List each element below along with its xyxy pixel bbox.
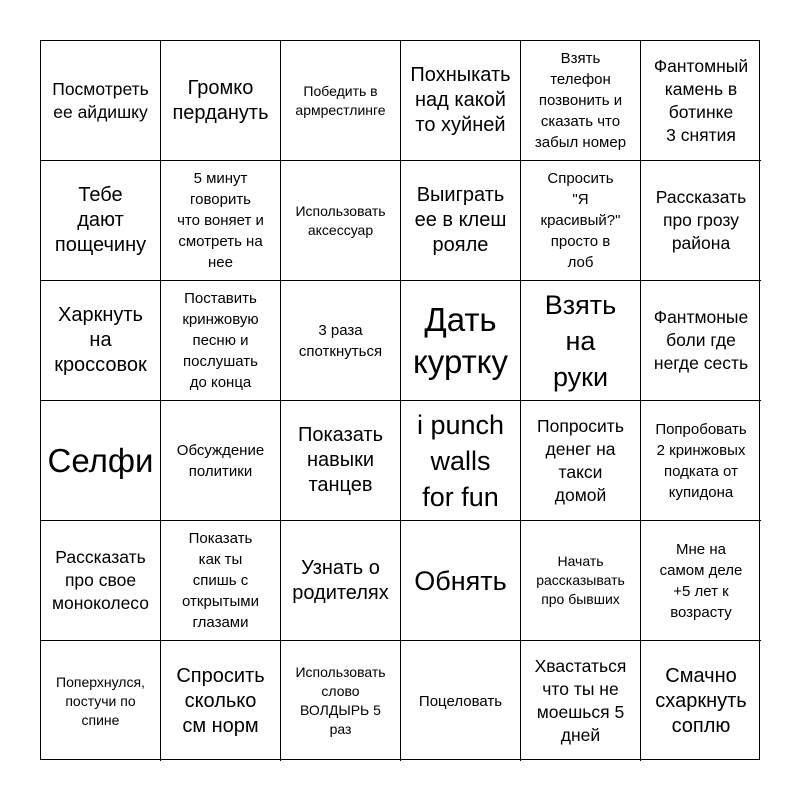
bingo-cell-text: Хвастаться что ты не моешься 5 дней bbox=[534, 656, 627, 745]
bingo-cell-6[interactable] bbox=[641, 41, 761, 161]
bingo-cell-text: 5 минут говорить что воняет и смотреть на нее bbox=[177, 170, 264, 271]
bingo-cell-text: Харкнуть на кроссовок bbox=[54, 304, 147, 376]
bingo-cell-text: Фантомный камень в ботинке 3 снятия bbox=[653, 55, 749, 145]
bingo-cell-text: Попросить денег на такси домой bbox=[537, 415, 624, 505]
bingo-cell-text: Показать навыки танцев bbox=[297, 424, 384, 496]
bingo-cell-18[interactable] bbox=[641, 281, 761, 401]
bingo-cell-text: 3 раза споткнуться bbox=[298, 321, 383, 360]
bingo-cell-text: Селфи bbox=[47, 441, 154, 479]
bingo-cell-text: Мне на самом деле +5 лет к возрасту bbox=[659, 540, 743, 621]
bingo-cell-34[interactable] bbox=[401, 641, 521, 761]
bingo-cell-2[interactable] bbox=[161, 41, 281, 161]
bingo-cell-19[interactable] bbox=[41, 401, 161, 521]
bingo-cell-12[interactable] bbox=[641, 161, 761, 281]
bingo-cell-text: Фантмоные боли где негде сесть bbox=[653, 307, 749, 373]
bingo-cell-5[interactable] bbox=[521, 41, 641, 161]
bingo-cell-text: Попробовать 2 кринжовых подката от купидона bbox=[655, 420, 747, 501]
bingo-cell-11[interactable] bbox=[521, 161, 641, 281]
bingo-cell-text: Тебе дают пощечину bbox=[54, 184, 147, 256]
bingo-cell-text: Победить в армрестлинге bbox=[295, 82, 386, 118]
bingo-cell-text: Выиграть ее в клеш рояле bbox=[414, 184, 507, 256]
bingo-cell-23[interactable] bbox=[521, 401, 641, 521]
bingo-cell-20[interactable] bbox=[161, 401, 281, 521]
bingo-cell-30[interactable] bbox=[641, 521, 761, 641]
bingo-cell-10[interactable] bbox=[401, 161, 521, 281]
bingo-cell-text: i punch walls for fun bbox=[416, 409, 505, 512]
bingo-cell-3[interactable] bbox=[281, 41, 401, 161]
bingo-cell-17[interactable] bbox=[521, 281, 641, 401]
bingo-cell-text: Рассказать про грозу района bbox=[655, 187, 747, 253]
bingo-cell-text: Дать куртку bbox=[413, 300, 508, 380]
bingo-cell-text: Смачно схаркнуть соплю bbox=[655, 664, 747, 737]
bingo-cell-text: Узнать о родителях bbox=[292, 556, 389, 604]
bingo-cell-text: Поцеловать bbox=[418, 692, 503, 710]
bingo-cell-13[interactable] bbox=[41, 281, 161, 401]
bingo-cell-text: Похныкать над какой то хуйней bbox=[410, 64, 511, 136]
bingo-cell-text: Обнять bbox=[414, 565, 507, 596]
bingo-cell-8[interactable] bbox=[161, 161, 281, 281]
bingo-cell-28[interactable] bbox=[401, 521, 521, 641]
bingo-cell-26[interactable] bbox=[161, 521, 281, 641]
bingo-cell-29[interactable] bbox=[521, 521, 641, 641]
bingo-cell-1[interactable] bbox=[41, 41, 161, 161]
bingo-cell-text: Посмотреть ее айдишку bbox=[52, 78, 149, 122]
bingo-cell-32[interactable] bbox=[161, 641, 281, 761]
bingo-cell-text: Громко пердануть bbox=[172, 76, 269, 124]
bingo-cell-text: Использовать слово ВОЛДЫРЬ 5 раз bbox=[295, 664, 386, 737]
bingo-cell-text: Взять телефон позвонить и сказать что забыл номер bbox=[534, 50, 627, 151]
bingo-board bbox=[40, 40, 760, 760]
bingo-cell-22[interactable] bbox=[401, 401, 521, 521]
bingo-cell-36[interactable] bbox=[641, 641, 761, 761]
bingo-cell-9[interactable] bbox=[281, 161, 401, 281]
bingo-cell-21[interactable] bbox=[281, 401, 401, 521]
bingo-cell-16[interactable] bbox=[401, 281, 521, 401]
bingo-cell-33[interactable] bbox=[281, 641, 401, 761]
bingo-cell-35[interactable] bbox=[521, 641, 641, 761]
bingo-cell-text: Взять на руки bbox=[544, 289, 617, 392]
bingo-cell-text: Спросить "Я красивый?" просто в лоб bbox=[540, 170, 621, 271]
bingo-cell-7[interactable] bbox=[41, 161, 161, 281]
bingo-cell-4[interactable] bbox=[401, 41, 521, 161]
bingo-cell-text: Показать как ты спишь с открытыми глазами bbox=[182, 530, 259, 631]
bingo-cell-24[interactable] bbox=[641, 401, 761, 521]
bingo-cell-text: Использовать аксессуар bbox=[295, 202, 386, 238]
bingo-cell-31[interactable] bbox=[41, 641, 161, 761]
bingo-cell-text: Спросить сколько см норм bbox=[176, 664, 265, 737]
bingo-cell-14[interactable] bbox=[161, 281, 281, 401]
bingo-cell-text: Поставить кринжовую песню и послушать до конца bbox=[182, 290, 259, 391]
bingo-cell-text: Поперхнулся, постучи по спине bbox=[56, 673, 145, 728]
bingo-cell-15[interactable] bbox=[281, 281, 401, 401]
bingo-cell-text: Рассказать про свое моноколесо bbox=[52, 547, 149, 613]
bingo-cell-27[interactable] bbox=[281, 521, 401, 641]
bingo-cell-25[interactable] bbox=[41, 521, 161, 641]
bingo-cell-text: Обсуждение политики bbox=[176, 441, 265, 480]
bingo-cell-text: Начать рассказывать про бывших bbox=[536, 553, 625, 607]
